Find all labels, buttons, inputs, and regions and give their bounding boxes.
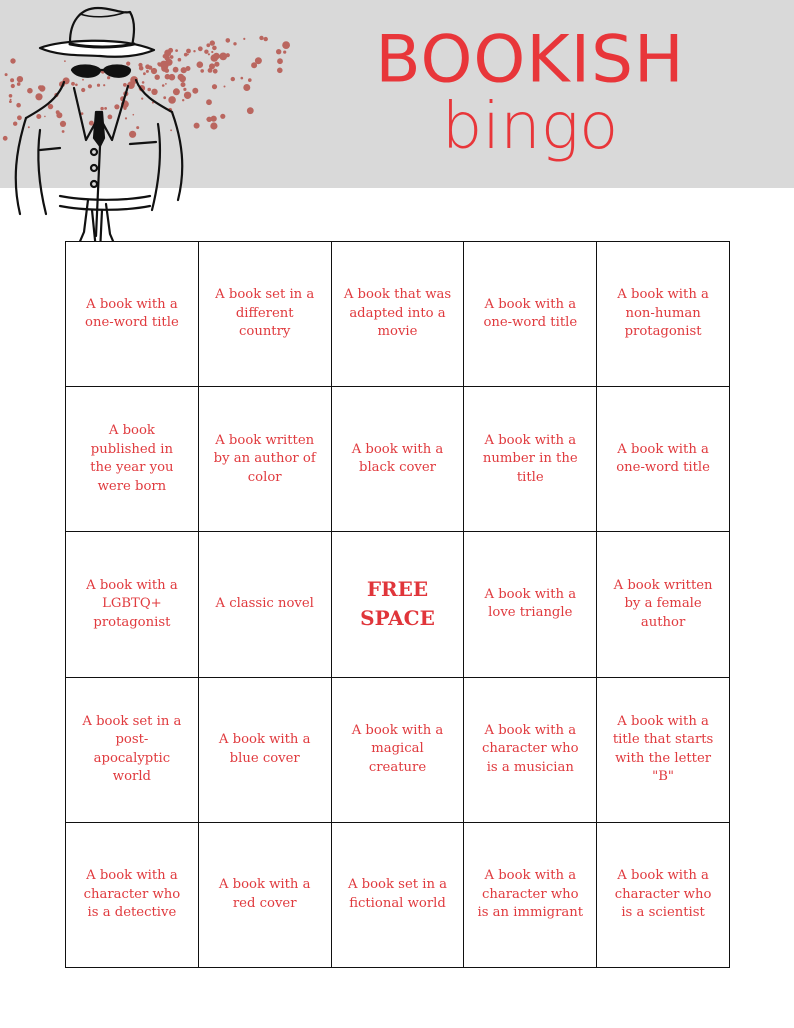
splatter-dot bbox=[200, 69, 204, 73]
splatter-dot bbox=[243, 38, 245, 40]
splatter-dot bbox=[62, 130, 65, 133]
splatter-dot bbox=[16, 103, 21, 108]
splatter-dot bbox=[44, 116, 46, 118]
splatter-dot bbox=[277, 58, 283, 64]
splatter-dot bbox=[169, 74, 176, 81]
splatter-dot bbox=[211, 54, 219, 62]
bingo-cell[interactable]: A book with a love triangle bbox=[464, 532, 597, 677]
splatter-dot bbox=[226, 38, 231, 43]
splatter-dot bbox=[17, 76, 23, 82]
splatter-dot bbox=[38, 85, 43, 90]
bingo-cell[interactable]: A book that was adapted into a movie bbox=[332, 242, 465, 387]
splatter-dot bbox=[276, 49, 281, 54]
bingo-cell[interactable]: A book with a LGBTQ+ protagonist bbox=[66, 532, 199, 677]
splatter-dot bbox=[182, 99, 184, 101]
splatter-dot bbox=[10, 58, 15, 63]
splatter-dot bbox=[213, 69, 218, 74]
splatter-dot bbox=[13, 122, 17, 126]
splatter-dot bbox=[36, 114, 41, 119]
bingo-cell[interactable]: A book with a black cover bbox=[332, 387, 465, 532]
splatter-dot bbox=[147, 88, 151, 92]
splatter-dot bbox=[152, 89, 154, 91]
splatter-dot bbox=[173, 67, 179, 73]
splatter-dot bbox=[212, 46, 217, 51]
splatter-dot bbox=[175, 49, 178, 52]
splatter-dot bbox=[151, 89, 157, 95]
splatter-dot bbox=[206, 118, 208, 120]
splatter-dot bbox=[27, 88, 33, 94]
splatter-dot bbox=[141, 98, 143, 100]
splatter-dot bbox=[126, 62, 130, 66]
splatter-dot bbox=[208, 68, 213, 73]
splatter-dot bbox=[114, 104, 119, 109]
splatter-dot bbox=[133, 114, 135, 116]
bingo-cell[interactable]: A book with a number in the title bbox=[464, 387, 597, 532]
splatter-dot bbox=[136, 126, 139, 129]
splatter-dot bbox=[184, 92, 191, 99]
splatter-dot bbox=[179, 75, 186, 82]
splatter-dot bbox=[48, 104, 53, 109]
splatter-dot bbox=[5, 73, 8, 76]
bingo-cell[interactable]: A book written by a female author bbox=[597, 532, 730, 677]
splatter-dot bbox=[208, 53, 210, 55]
bingo-cell[interactable]: A book with a character who is an immigrant bbox=[464, 823, 597, 968]
splatter-dot bbox=[107, 76, 110, 79]
splatter-dot bbox=[151, 68, 157, 74]
splatter-dot bbox=[184, 53, 188, 57]
splatter-dot bbox=[10, 99, 12, 101]
splatter-dot bbox=[125, 117, 127, 119]
splatter-dot bbox=[204, 50, 208, 54]
splatter-dot bbox=[129, 131, 136, 138]
splatter-dot bbox=[104, 107, 107, 110]
title-line-1: BOOKISH bbox=[375, 21, 685, 98]
splatter-dot bbox=[210, 40, 215, 45]
splatter-dot bbox=[233, 42, 236, 45]
splatter-dot bbox=[56, 112, 62, 118]
splatter-dot bbox=[277, 68, 283, 74]
splatter-dot bbox=[210, 66, 212, 68]
splatter-dot bbox=[60, 121, 66, 127]
splatter-dot bbox=[56, 112, 58, 114]
bingo-cell[interactable]: A book set in a different country bbox=[199, 242, 332, 387]
splatter-dot bbox=[75, 84, 78, 87]
splatter-dot bbox=[170, 55, 174, 59]
splatter-dot bbox=[231, 77, 235, 81]
bingo-cell[interactable]: A book with a non-human protagonist bbox=[597, 242, 730, 387]
splatter-dot bbox=[212, 84, 217, 89]
splatter-dot bbox=[10, 78, 14, 82]
splatter-dot bbox=[64, 60, 66, 62]
splatter-dot bbox=[97, 84, 100, 87]
splatter-dot bbox=[181, 82, 186, 87]
splatter-dot bbox=[197, 61, 204, 68]
bingo-cell[interactable]: A book with a one-word title bbox=[597, 387, 730, 532]
splatter-dot bbox=[255, 57, 262, 64]
splatter-dot bbox=[198, 46, 203, 51]
splatter-dot bbox=[226, 53, 230, 57]
bingo-cell[interactable]: A book set in a post-apocalyptic world bbox=[66, 678, 199, 823]
splatter-dot bbox=[138, 63, 142, 67]
bingo-cell[interactable]: A book with a title that starts with the letter "B" bbox=[597, 678, 730, 823]
splatter-dot bbox=[3, 136, 8, 141]
splatter-dot bbox=[146, 70, 149, 73]
detective-icon bbox=[0, 0, 310, 260]
bingo-cell[interactable]: A book with a blue cover bbox=[199, 678, 332, 823]
splatter-dot bbox=[241, 77, 244, 80]
bingo-cell[interactable]: A book with a red cover bbox=[199, 823, 332, 968]
splatter-dot bbox=[163, 54, 167, 58]
splatter-dot bbox=[211, 51, 213, 53]
splatter-dot bbox=[142, 81, 145, 84]
splatter-dot bbox=[17, 82, 21, 86]
splatter-dot bbox=[81, 88, 85, 92]
splatter-dot bbox=[88, 84, 92, 88]
splatter-dot bbox=[9, 100, 12, 103]
splatter-dot bbox=[186, 49, 191, 54]
splatter-dot bbox=[17, 115, 22, 120]
bingo-cell[interactable]: A book with a one-word title bbox=[66, 242, 199, 387]
splatter-dot bbox=[168, 96, 176, 104]
bingo-grid bbox=[65, 241, 730, 968]
splatter-dot bbox=[9, 94, 13, 98]
splatter-dot bbox=[170, 129, 172, 131]
splatter-dot bbox=[183, 88, 186, 91]
splatter-dot bbox=[162, 84, 165, 87]
splatter-dot bbox=[103, 84, 105, 86]
splatter-dot bbox=[123, 83, 127, 87]
splatter-dot bbox=[224, 86, 226, 88]
splatter-dot bbox=[165, 68, 170, 73]
splatter-dot bbox=[163, 96, 166, 99]
splatter-dot bbox=[248, 78, 252, 82]
splatter-dot bbox=[35, 93, 42, 100]
page-title bbox=[330, 20, 730, 164]
bingo-cell[interactable]: A book published in the year you were born bbox=[66, 387, 199, 532]
splatter-dot bbox=[220, 114, 225, 119]
splatter-dot bbox=[192, 88, 198, 94]
splatter-dot bbox=[133, 83, 135, 85]
splatter-dot bbox=[259, 36, 263, 40]
splatter-dot bbox=[165, 83, 167, 85]
splatter-dot bbox=[283, 51, 286, 54]
splatter-dot bbox=[219, 53, 227, 61]
splatter-dot bbox=[194, 123, 200, 129]
splatter-dot bbox=[206, 43, 210, 47]
splatter-dot bbox=[243, 84, 250, 91]
splatter-dot bbox=[82, 79, 84, 81]
splatter-dot bbox=[28, 126, 30, 128]
splatter-dot bbox=[100, 107, 103, 110]
bingo-cell[interactable]: A classic novel bbox=[199, 532, 332, 677]
splatter-dot bbox=[155, 75, 160, 80]
splatter-dot bbox=[193, 50, 195, 52]
splatter-dot bbox=[186, 66, 191, 71]
splatter-dot bbox=[143, 72, 146, 75]
splatter-dot bbox=[210, 122, 217, 129]
splatter-dot bbox=[108, 115, 113, 120]
splatter-dot bbox=[214, 62, 219, 67]
splatter-dot bbox=[264, 37, 268, 41]
splatter-dot bbox=[71, 82, 75, 86]
bingo-cell[interactable]: A book set in a fictional world bbox=[332, 823, 465, 968]
free-space-cell[interactable]: FREE SPACE bbox=[332, 532, 465, 677]
splatter-dot bbox=[178, 58, 182, 62]
bingo-cell[interactable]: A book with a character who is a detective bbox=[66, 823, 199, 968]
title-line-2: bingo bbox=[441, 90, 619, 164]
splatter-dot bbox=[11, 84, 15, 88]
bingo-cell[interactable]: A book with a one-word title bbox=[464, 242, 597, 387]
bingo-cell[interactable]: A book with a character who is a musician bbox=[464, 678, 597, 823]
splatter-dot bbox=[206, 99, 212, 105]
splatter-dot bbox=[282, 41, 290, 49]
splatter-dot bbox=[211, 116, 217, 122]
splatter-dot bbox=[247, 107, 254, 114]
splatter-dot bbox=[174, 90, 179, 95]
splatter-dot bbox=[160, 61, 168, 69]
bingo-cell[interactable]: A book written by an author of color bbox=[199, 387, 332, 532]
bingo-cell[interactable]: A book with a character who is a scientist bbox=[597, 823, 730, 968]
bingo-cell[interactable]: A book with a magical creature bbox=[332, 678, 465, 823]
